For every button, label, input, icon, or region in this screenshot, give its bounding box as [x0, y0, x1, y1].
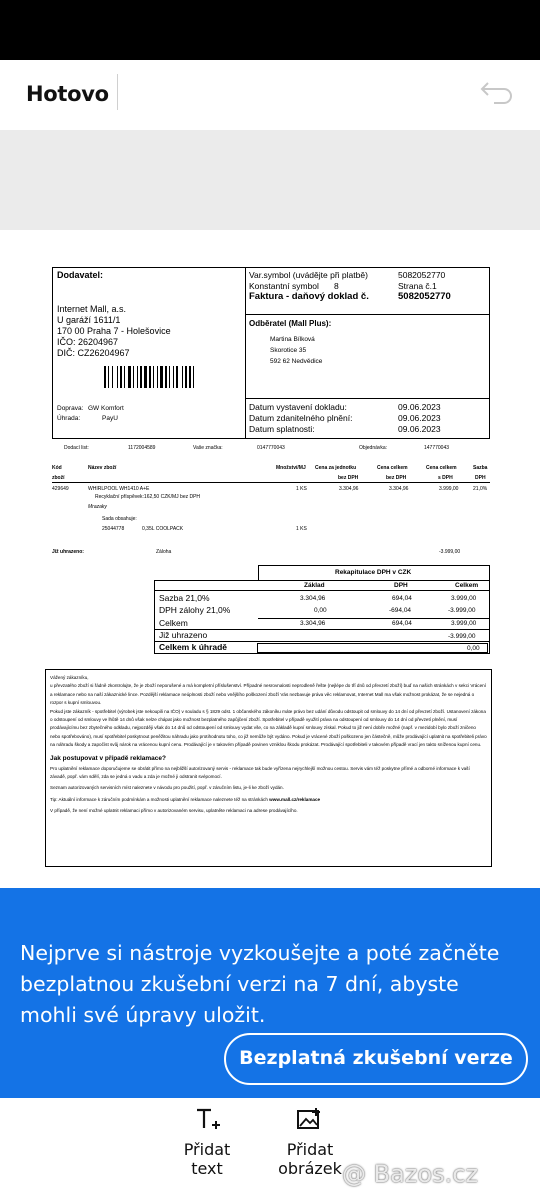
- header-divider: [245, 314, 490, 315]
- recap-row-total: -3.999,00: [448, 607, 476, 614]
- delivery-note: 1172004589: [128, 445, 156, 451]
- recap-row-base: 3.304,96: [300, 595, 326, 602]
- order-label: Objednávka:: [359, 445, 388, 451]
- doc-number: 5082052770: [398, 291, 451, 302]
- recap-row-total: 3.999,00: [451, 620, 477, 627]
- recap-head-base: Základ: [304, 582, 325, 589]
- item-note: Recyklační příspěvek:162,50 CZK/MJ bez DPH: [95, 494, 201, 500]
- col-code: zboží: [52, 475, 65, 481]
- supplier-line: U garáží 1611/1: [57, 315, 121, 325]
- supplier-line: IČO: 26204967: [57, 337, 119, 347]
- const-symbol-label: Konstantní symbol: [249, 281, 319, 291]
- toolbar-divider: [117, 74, 118, 110]
- terms-paragraph: u převzatého zboží si řádně zkontrolujte, že je zboží neporušené a má kompletní příslušenství. Případné nesrovnalosti neprodleně řešte (nejlépe do tří dnů od převzetí zboží) buď na našich stránkách v sekci Vrácení a reklamace nebo na naší zákaznické lince. Pozdější reklamace neúplnosti zboží nebo vnějšího poškození zboží Vás nezbavuje práva věc reklamovat, Internet Mall ma však možnost prokázat, že se nejedná o rozpor s kupní smlouvou.: [50, 683, 486, 706]
- item-name: WHIRLPOOL WH1410 A+E: [88, 486, 150, 492]
- add-image-icon: [296, 1106, 324, 1134]
- item-set-label: Sada obsahuje:: [102, 516, 137, 522]
- terms-paragraph: V případě, že není možné uplatnit reklamaci přímo v autorizovaném servisu, uplatněte reklamaci na adrese prodávajícího.: [50, 808, 298, 814]
- recap-head-total: Celkem: [455, 582, 479, 589]
- delivery-note-label: Dodací list:: [64, 445, 89, 451]
- recap-row-base: 0,00: [314, 607, 327, 614]
- your-ref: 0147770043: [257, 445, 285, 451]
- paid-label: Již uhrazeno:: [52, 549, 84, 555]
- col-unit-price: bez DPH: [338, 475, 359, 481]
- date-tax: 09.06.2023: [398, 413, 441, 423]
- item-total-vat: 3.999,00: [439, 486, 459, 492]
- order-number: 147770043: [424, 445, 450, 451]
- item-set-code: 25044778: [102, 526, 125, 532]
- terms-box: [45, 669, 492, 867]
- barcode-bar: [108, 366, 109, 388]
- barcode-bar: [193, 366, 194, 388]
- recap-row-vat: 694,04: [392, 620, 412, 627]
- recap-divider: [154, 590, 490, 591]
- add-text-tool[interactable]: [166, 1106, 248, 1178]
- status-bar: [0, 0, 540, 60]
- recap-paid-value: -3.999,00: [448, 633, 476, 640]
- item-qty: 1 KS: [296, 486, 307, 492]
- customer-line: Martina Bílková: [270, 336, 315, 343]
- recap-row-base: 3.304,96: [300, 620, 326, 627]
- barcode-bar: [189, 366, 191, 388]
- doc-title: Faktura - daňový doklad č.: [249, 291, 369, 302]
- col-qty: Množství/MJ: [276, 465, 306, 471]
- terms-tip: Tip: Aktuální informace k záručním podmínkám a možnosti uplatnění reklamace naleznete též na stránkách: [50, 796, 270, 802]
- add-image-label: Přidat obrázek: [278, 1140, 342, 1178]
- terms-paragraph: Pro uplatnění reklamace doporučujeme se obrátit přímo na nejbližší autorizovaný servis - reklamace tak bude vyřízena nejrychlejší možnou cestou. Servis vám též poskytne přímé a odborné informace k vaší závadě, popř. vám sdělí, zda se jedná o vadu a zda je možné ji odstranit svépomocí.: [50, 765, 470, 780]
- terms-paragraph: Pokud jste zákazník - spotřebitel (výrobek jste nekoupili na IČO) v souladu s § 1829 odst. 1 občanského zákoníku máte právo bez udání důvodu odstoupit od smlouvy do 14 dní od převzetí zboží. Ustanovení zákona o odstoupení od smlouvy ve lhůtě 14 dnů však nelze chápat jako možnost bezplatného zapůjčení zboží. Spotřebitel v případě využití práva na odstoupení od smlouvy do 14 dní od převzetí plnění, musí prodávajícímu bez zbytečného odkladu, nejpozději však do 14 dnů od odstoupení od smlouvy vydat vše, co na základě kupní smlouvy získal. Pokud to již není dobře možné (např. v mezidobí bylo zboží zničeno nebo spotřebováno), musí spotřebitel poskytnout peněžitou náhradu jako protihodnotu toho, co již nemůže být vydáno. Pokud je vrácené zboží poškozeno jen částečně, může prodávající uplatnit na spotřebiteli právo na náhradu škody a započíst svůj nárok na vrácenou kupní cenu. Prodávající je v takovém případě povinen vzniklou škodu prokázat. Prodávající spotřebiteli v takovém případě vrací jen takto sníženou kupní cenu.: [50, 708, 487, 748]
- var-symbol-label: Var.symbol (uvádějte při platbě): [249, 270, 368, 280]
- col-total: bez DPH: [386, 475, 407, 481]
- col-rate: DPH: [475, 475, 486, 481]
- add-text-label: Přidat text: [183, 1140, 231, 1178]
- supplier-heading: Dodavatel:: [57, 270, 104, 280]
- free-trial-button[interactable]: Bezplatná zkušební verze: [224, 1033, 528, 1085]
- header-divider: [245, 398, 490, 399]
- barcode-bar: [182, 366, 183, 388]
- barcode-bar: [124, 366, 125, 388]
- item-total: 3.304,96: [389, 486, 409, 492]
- trial-message: Nejprve si nástroje vyzkoušejte a poté začněte bezplatnou zkušební verzi na 7 dní, abyste mohli své úpravy uložit.: [20, 941, 500, 1027]
- terms-heading: Jak postupovat v případě reklamace?: [50, 754, 166, 762]
- trial-banner: [0, 888, 540, 1098]
- barcode-bar: [120, 366, 122, 388]
- terms-paragraph: [50, 796, 487, 804]
- top-toolbar: [0, 60, 540, 130]
- payment-value: PayU: [102, 415, 118, 422]
- barcode-bar: [157, 366, 158, 388]
- date-issue: 09.06.2023: [398, 402, 441, 412]
- barcode-bar: [117, 366, 118, 388]
- terms-paragraph: Seznam autorizovaných servisních míst naleznete v návodu pro použití, popř. v záručním listu, je-li ke zboží vydán.: [50, 785, 284, 791]
- const-symbol-value: 8: [334, 281, 339, 291]
- customer-line: 592 62 Nedvědice: [270, 358, 323, 365]
- watermark-logo: @ Bazos.cz: [342, 1160, 479, 1188]
- recap-row-label: Celkem: [159, 618, 188, 628]
- done-button[interactable]: Hotovo: [26, 82, 109, 106]
- recap-due-box: [257, 643, 488, 653]
- recap-row-label: Sazba 21,0%: [159, 593, 210, 603]
- date-issue-label: Datum vystavení dokladu:: [249, 402, 347, 412]
- recap-head-vat: DPH: [394, 582, 408, 589]
- col-code: Kód: [52, 465, 62, 471]
- barcode-bar: [149, 366, 151, 388]
- col-rate: Sazba: [473, 465, 488, 471]
- table-divider: [52, 482, 490, 483]
- paid-value: -3.999,00: [439, 549, 461, 555]
- barcode-bar: [169, 366, 170, 388]
- barcode-bar: [153, 366, 154, 388]
- col-total-vat: Cena celkem: [426, 465, 457, 471]
- barcode-bar: [165, 366, 167, 388]
- date-due: 09.06.2023: [398, 424, 441, 434]
- barcode-bar: [140, 366, 142, 388]
- page-number: Strana č.1: [398, 281, 437, 291]
- item-rate: 21,0%: [473, 486, 488, 492]
- item-category: Mrazaky: [88, 504, 107, 510]
- supplier-line: DIČ: CZ26204967: [57, 348, 130, 358]
- barcode-bar: [133, 366, 134, 388]
- item-code: 429649: [52, 486, 69, 492]
- barcode-bar: [176, 366, 178, 388]
- terms-greeting: Vážený zákazníku,: [50, 675, 89, 680]
- payment-label: Úhrada:: [57, 415, 81, 422]
- barcode-bar: [160, 366, 163, 388]
- barcode-bar: [128, 366, 131, 388]
- recap-due-value: 0,00: [467, 645, 480, 652]
- col-unit-price: Cena za jednotku: [315, 465, 357, 471]
- date-due-label: Datum splatnosti:: [249, 424, 315, 434]
- supplier-line: 170 00 Praha 7 - Holešovice: [57, 326, 171, 336]
- col-total: Cena celkem: [377, 465, 408, 471]
- recap-paid-label: Již uhrazeno: [159, 630, 208, 640]
- col-total-vat: s DPH: [438, 475, 453, 481]
- recap-row-label: DPH zálohy 21,0%: [159, 605, 231, 615]
- header-divider: [245, 267, 246, 439]
- recap-row-vat: -694,04: [389, 607, 412, 614]
- delivery-label: Doprava:: [57, 405, 84, 412]
- customer-line: Skorotice 35: [270, 347, 307, 354]
- barcode-bar: [185, 366, 187, 388]
- barcode-bar: [173, 366, 174, 388]
- recap-title: Rekapitulace DPH v CZK: [335, 569, 412, 576]
- col-name: Název zboží: [88, 465, 117, 471]
- your-ref-label: Vaše značka:: [193, 445, 223, 451]
- add-text-icon: [193, 1106, 221, 1134]
- barcode-bar: [137, 366, 138, 388]
- recap-row-vat: 694,04: [392, 595, 412, 602]
- customer-heading: Odběratel (Mall Plus):: [249, 319, 332, 328]
- document-gutter: [0, 130, 540, 230]
- item-unit-price: 3.304,96: [339, 486, 359, 492]
- paid-type: Záloha: [156, 549, 172, 555]
- var-symbol-value: 5082052770: [398, 270, 446, 280]
- barcode-icon: [104, 366, 227, 388]
- recap-row-total: 3.999,00: [451, 595, 477, 602]
- item-set-name: 0,35L COOLPACK: [142, 526, 184, 532]
- terms-link: www.mall.cz/reklamace: [269, 796, 321, 802]
- barcode-bar: [112, 366, 113, 388]
- barcode-bar: [144, 366, 147, 388]
- undo-icon[interactable]: [478, 80, 514, 110]
- supplier-line: Internet Mall, a.s.: [57, 304, 127, 314]
- barcode-bar: [104, 366, 106, 388]
- delivery-value: GW Komfort: [88, 405, 124, 412]
- recap-due-label: Celkem k úhradě: [159, 642, 228, 652]
- date-tax-label: Datum zdanitelného plnění:: [249, 413, 353, 423]
- item-set-qty: 1 KS: [296, 526, 307, 532]
- recap-divider: [258, 618, 490, 619]
